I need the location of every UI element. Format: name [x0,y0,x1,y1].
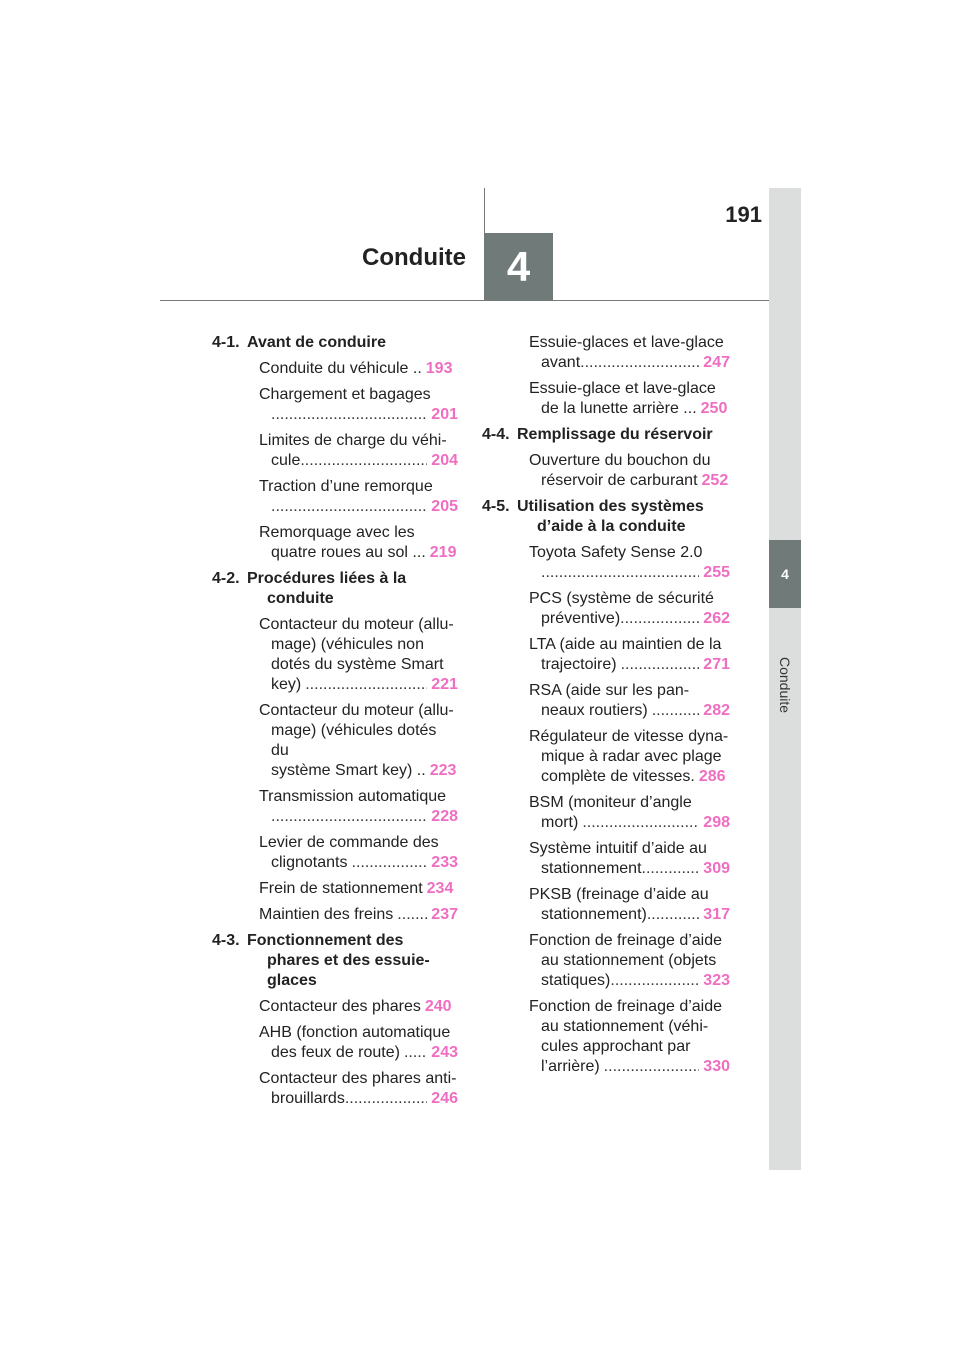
page-number: 191 [725,202,762,227]
side-tab-label-text: Conduite [777,656,793,714]
page-link[interactable]: 317 [703,906,730,923]
page-link[interactable]: 262 [703,610,730,627]
page-link[interactable]: 330 [703,1058,730,1075]
side-tab-label [768,645,802,725]
page-link[interactable]: 309 [703,860,730,877]
entry-text: Limites de charge du véhi- [259,432,447,449]
entry-text: Contacteur des phares anti- [259,1070,457,1087]
entry-text: AHB (fonction automatique [259,1024,451,1041]
page-link[interactable]: 204 [431,452,458,469]
page-link[interactable]: 298 [703,814,730,831]
toc-entry[interactable] [482,379,730,419]
chapter-number-box: 4 [484,233,553,301]
page-link[interactable]: 246 [431,1090,458,1107]
toc-section [482,497,730,537]
page-link[interactable]: 243 [431,1044,458,1061]
leader-dots [600,1057,700,1077]
entry-text: Frein de stationnement [259,880,423,897]
entry-text: avant [541,354,581,371]
side-tab-number[interactable]: 4 [769,540,801,608]
entry-text: Chargement et bagages [259,386,431,403]
entry-text: au stationnement (véhi- [541,1018,709,1035]
entry-text: Système intuitif d’aide au [529,840,707,857]
entry-text: Contacteur du moteur (allu- [259,702,454,719]
toc-entry[interactable] [482,635,730,675]
entry-text: statiques) [541,972,611,989]
toc-entry[interactable] [212,359,458,379]
entry-text: Contacteur des phares [259,998,421,1015]
leader-dots [271,405,427,425]
section-number: 4-1. [212,334,240,351]
entry-text: complète de vitesses. [541,768,695,785]
entry-text: clignotants [271,854,348,871]
entry-text: stationnement) [541,906,647,923]
section-title: Fonctionnement des phares et des essuie- glaces [247,932,430,989]
toc-entry[interactable] [212,701,458,781]
page-link[interactable]: 193 [425,360,453,377]
entry-text: cules approchant par [541,1038,691,1055]
section-title: Utilisation des systèmes d’aide à la conduite [517,498,704,535]
entry-text: Maintien des freins [259,906,394,923]
entry-text: brouillards [271,1090,345,1107]
entry-text: au stationnement (objets [541,952,717,969]
page-link[interactable]: 282 [703,702,730,719]
leader-dots [617,655,700,675]
toc-entry[interactable] [482,589,730,629]
page-link[interactable]: 233 [431,854,458,871]
entry-text: Levier de commande des [259,834,439,851]
section-number: 4-4. [482,426,510,443]
toc-entry[interactable] [212,431,458,471]
leader-dots [348,853,428,873]
entry-text: de la lunette arrière ... [541,400,697,417]
entry-text: préventive) [541,610,621,627]
page-link[interactable]: 252 [701,472,729,489]
toc-column-left [212,333,458,1115]
entry-text: Essuie-glace et lave-glace [529,380,716,397]
toc-entry[interactable] [482,931,730,991]
toc-entry[interactable] [482,681,730,721]
page-link[interactable]: 237 [431,906,458,923]
page-link[interactable]: 228 [431,808,458,825]
entry-text: cule [271,452,301,469]
toc-entry[interactable] [482,839,730,879]
leader-dots [400,1043,427,1063]
chapter-title: Conduite [362,244,466,271]
section-title: Avant de conduire [247,334,386,351]
section-title: Procédures liées à la conduite [247,570,407,607]
entry-text: Contacteur du moteur (allu- [259,616,454,633]
entry-text: dotés du système Smart [271,656,444,673]
section-number: 4-3. [212,932,240,949]
leader-dots [647,905,699,925]
leader-dots [393,905,427,925]
leader-dots [301,675,427,695]
leader-dots [541,563,699,583]
toc-section [212,931,458,991]
entry-text: mage) (véhicules dotés du [271,722,437,759]
page-link[interactable]: 323 [703,972,730,989]
toc-entry[interactable] [212,879,458,899]
leader-dots [648,701,700,721]
page-link[interactable]: 223 [429,762,457,779]
toc-entry[interactable] [482,333,730,373]
toc-entry[interactable] [212,833,458,873]
entry-text: stationnement [541,860,642,877]
toc-entry[interactable] [482,451,730,491]
entry-text: RSA (aide sur les pan- [529,682,690,699]
toc-entry[interactable] [482,543,730,583]
entry-text: mage) (véhicules non [271,636,424,653]
toc-entry[interactable] [212,523,458,563]
toc-entry[interactable] [482,997,730,1077]
toc-entry[interactable] [482,793,730,833]
header-divider-horizontal [160,300,770,301]
toc-entry[interactable] [212,997,458,1017]
entry-text: réservoir de carburant [541,472,698,489]
toc-column-right [482,333,730,1083]
entry-text: Essuie-glaces et lave-glace [529,334,724,351]
entry-text: mort) [541,814,579,831]
page-link[interactable]: 234 [426,880,454,897]
toc-entry[interactable] [212,615,458,695]
toc-entry[interactable] [212,1023,458,1063]
page-link[interactable]: 205 [431,498,458,515]
toc-entry[interactable] [482,727,730,787]
entry-text: Régulateur de vitesse dyna- [529,728,729,745]
page-link[interactable]: 250 [700,400,728,417]
leader-dots [620,609,699,629]
entry-text: Traction d’une remorque [259,478,433,495]
page-link[interactable]: 247 [703,354,730,371]
section-number: 4-2. [212,570,240,587]
entry-text: Conduite du véhicule .. [259,360,422,377]
entry-text: Transmission automatique [259,788,447,805]
toc-entry[interactable] [482,885,730,925]
page-link[interactable]: 255 [703,564,730,581]
entry-text: Remorquage avec les [259,524,415,541]
leader-dots [610,971,699,991]
entry-text: trajectoire) [541,656,617,673]
toc-entry[interactable] [212,385,458,425]
page-link[interactable]: 240 [424,998,452,1015]
leader-dots [271,807,427,827]
entry-text: PKSB (freinage d’aide au [529,886,709,903]
page-link[interactable]: 201 [431,406,458,423]
entry-text: PCS (système de sécurité [529,590,714,607]
toc-section [212,333,458,353]
section-number: 4-5. [482,498,510,515]
entry-text: LTA (aide au maintien de la [529,636,722,653]
toc-section [482,425,730,445]
leader-dots [580,353,699,373]
entry-text: Fonction de freinage d’aide [529,932,723,949]
toc-section [212,569,458,609]
entry-text: BSM (moniteur d’angle [529,794,692,811]
entry-text: des feux de route) [271,1044,400,1061]
leader-dots [345,1089,427,1109]
toc-entry[interactable] [212,905,458,925]
page-link[interactable]: 219 [429,544,457,561]
entry-text: l’arrière) [541,1058,600,1075]
leader-dots [578,813,699,833]
entry-text: Fonction de freinage d’aide [529,998,723,1015]
leader-dots [642,859,700,879]
leader-dots [300,451,427,471]
page-link[interactable]: 286 [698,768,726,785]
entry-text: Toyota Safety Sense 2.0 [529,544,703,561]
toc-entry[interactable] [212,1069,458,1109]
entry-text: système Smart key) .. [271,762,426,779]
entry-text: neaux routiers) [541,702,648,719]
entry-text: Ouverture du bouchon du [529,452,711,469]
toc-entry[interactable] [212,787,458,827]
entry-text: mique à radar avec plage [541,748,722,765]
toc-entry[interactable] [212,477,458,517]
page-link[interactable]: 271 [703,656,730,673]
section-title: Remplissage du réservoir [517,426,713,443]
entry-text: quatre roues au sol ... [271,544,426,561]
page-link[interactable]: 221 [431,676,458,693]
entry-text: key) [271,676,302,693]
leader-dots [271,497,427,517]
